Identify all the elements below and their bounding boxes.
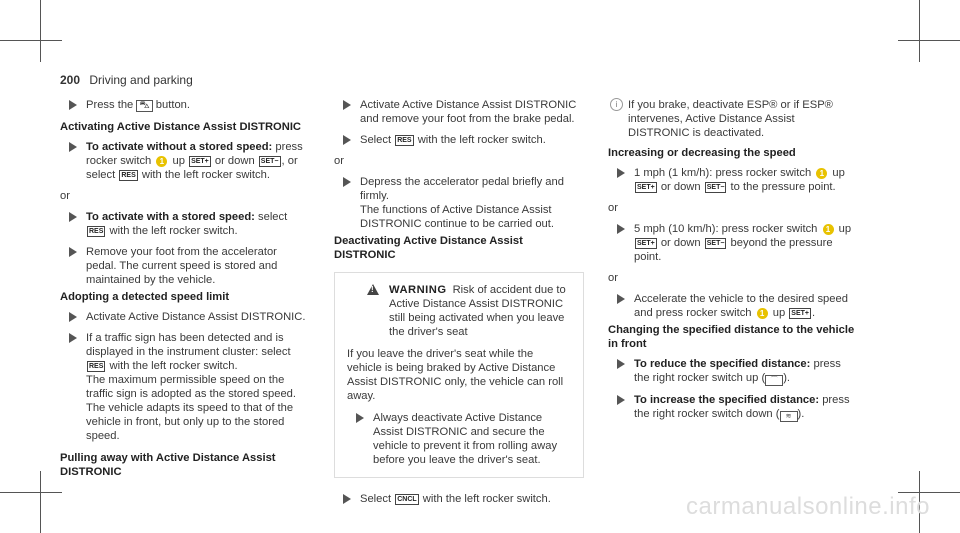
arrow-icon bbox=[69, 333, 77, 343]
set-plus-key-icon: SET+ bbox=[791, 310, 809, 317]
step: If a traffic sign has been detected and is displayed in the instrument cluster: select RES with the left rocker switch. The maximum permissible speed on the traffic sign is adopted as the stored speed. The vehicle adapts its speed to that of the vehicle in front, but only up to the stored speed. bbox=[60, 331, 310, 443]
or-text: or bbox=[334, 155, 344, 167]
arrow-icon bbox=[617, 224, 625, 234]
arrow-icon bbox=[617, 168, 625, 178]
or-text: or bbox=[60, 190, 70, 202]
info-icon: i bbox=[610, 98, 623, 111]
distance-reduce-icon: ⌒ bbox=[765, 375, 783, 386]
set-plus-key-icon: SET+ bbox=[637, 184, 655, 191]
page-header bbox=[60, 73, 193, 87]
column-2 bbox=[334, 98, 584, 513]
arrow-icon bbox=[69, 312, 77, 322]
or-text: or bbox=[608, 202, 618, 214]
column-3 bbox=[608, 98, 858, 429]
step: 1 mph (1 km/h): press rocker switch 1 up SET+ or down SET− to the pressure point. bbox=[608, 166, 858, 194]
callout-number: 1 bbox=[816, 168, 827, 179]
res-key-icon: RES bbox=[121, 172, 136, 179]
column-1 bbox=[60, 98, 310, 485]
distance-increase-icon: ≋ bbox=[780, 411, 798, 422]
page-number: 200 bbox=[60, 73, 81, 87]
warning-icon: ! bbox=[367, 284, 379, 295]
arrow-icon bbox=[343, 177, 351, 187]
callout-number: 1 bbox=[823, 224, 834, 235]
heading: Activating Active Distance Assist DISTRONIC bbox=[60, 121, 302, 133]
crop-mark bbox=[919, 0, 920, 62]
car-person-icon: ⛍ bbox=[136, 100, 152, 112]
crop-mark bbox=[898, 40, 960, 41]
step: Activate Active Distance Assist DISTRONIC and remove your foot from the brake pedal. bbox=[334, 98, 584, 126]
callout-number: 1 bbox=[156, 156, 167, 167]
arrow-icon bbox=[69, 142, 77, 152]
set-plus-key-icon: SET+ bbox=[191, 158, 209, 165]
arrow-icon bbox=[617, 395, 625, 405]
arrow-icon bbox=[617, 294, 625, 304]
step: Select RES with the left rocker switch. bbox=[334, 133, 584, 147]
step: Activate Active Distance Assist DISTRONIC. bbox=[60, 310, 310, 324]
crop-mark bbox=[40, 471, 41, 533]
arrow-icon bbox=[343, 494, 351, 504]
or-text: or bbox=[608, 272, 618, 284]
arrow-icon bbox=[617, 359, 625, 369]
step: Select CNCL with the left rocker switch. bbox=[334, 492, 584, 506]
heading: Increasing or decreasing the speed bbox=[608, 147, 796, 159]
step: To activate with a stored speed: select RES with the left rocker switch. bbox=[60, 210, 310, 238]
res-key-icon: RES bbox=[89, 363, 104, 370]
heading: Pulling away with Active Distance Assist DISTRONIC bbox=[60, 452, 276, 478]
warning-body: If you leave the driver's seat while the vehicle is being braked by Active Distance Assist DISTRONIC only, the vehicle can roll away. bbox=[347, 348, 564, 402]
warning-box bbox=[334, 272, 584, 478]
res-key-icon: RES bbox=[397, 137, 412, 144]
arrow-icon bbox=[343, 100, 351, 110]
heading: Adopting a detected speed limit bbox=[60, 291, 230, 303]
arrow-icon bbox=[343, 135, 351, 145]
section-title: Driving and parking bbox=[89, 73, 193, 87]
info-note: i If you brake, deactivate ESP® or if ESP® intervenes, Active Distance Assist DISTRONIC is deactivated. bbox=[608, 98, 858, 140]
res-key-icon: RES bbox=[89, 228, 104, 235]
step: To activate without a stored speed: press rocker switch 1 up SET+ or down SET− , or select RES with the left rocker switch. bbox=[60, 140, 310, 182]
watermark: carmanualsonline.info bbox=[686, 493, 930, 520]
step: Depress the accelerator pedal briefly and firmly. The functions of Active Distance Assist DISTRONIC continue to be carried out. bbox=[334, 175, 584, 231]
crop-mark bbox=[40, 0, 41, 62]
set-plus-key-icon: SET+ bbox=[637, 240, 655, 247]
callout-number: 1 bbox=[757, 308, 768, 319]
set-minus-key-icon: SET− bbox=[260, 158, 279, 165]
step: Press the ⛍ button. bbox=[60, 98, 310, 112]
step: Accelerate the vehicle to the desired speed and press rocker switch 1 up SET+ . bbox=[608, 292, 858, 320]
step: To increase the specified distance: press the right rocker switch down ( ≋ ). bbox=[608, 393, 858, 422]
warning-title: ! WARNING Risk of accident due to Active Distance Assist DISTRONIC still being activated when you leave the driver's seat bbox=[347, 283, 571, 339]
step: To reduce the specified distance: press the right rocker switch up ( ⌒ ). bbox=[608, 357, 858, 386]
heading: Changing the specified distance to the vehicle in front bbox=[608, 324, 855, 350]
step: Remove your foot from the accelerator pedal. The current speed is stored and maintained by the vehicle. bbox=[60, 245, 310, 287]
arrow-icon bbox=[69, 212, 77, 222]
arrow-icon bbox=[69, 100, 77, 110]
crop-mark bbox=[0, 40, 62, 41]
arrow-icon bbox=[356, 413, 364, 423]
crop-mark bbox=[0, 492, 62, 493]
cncl-key-icon: CNCL bbox=[397, 496, 417, 503]
step: Always deactivate Active Distance Assist DISTRONIC and secure the vehicle to prevent it from rolling away before you leave the driver's seat. bbox=[347, 411, 571, 467]
arrow-icon bbox=[69, 247, 77, 257]
step: 5 mph (10 km/h): press rocker switch 1 up SET+ or down SET− beyond the pressure point. bbox=[608, 222, 858, 264]
set-minus-key-icon: SET− bbox=[706, 184, 725, 191]
heading: Deactivating Active Distance Assist DISTRONIC bbox=[334, 235, 523, 261]
set-minus-key-icon: SET− bbox=[706, 240, 725, 247]
